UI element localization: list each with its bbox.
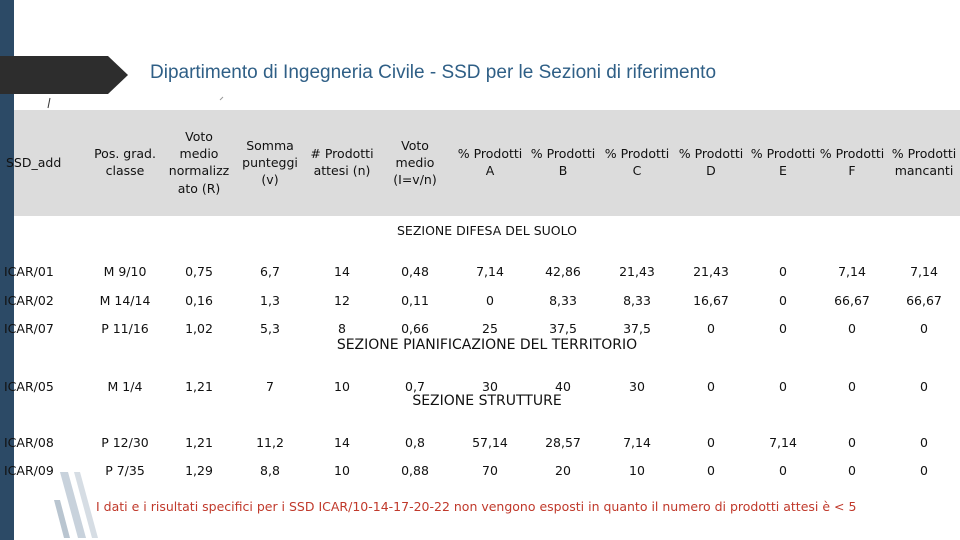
table-cell: 0,75 (185, 264, 213, 279)
table-cell: 0 (486, 293, 494, 308)
table-cell: 7,14 (838, 264, 866, 279)
table-cell: 0 (848, 463, 856, 478)
ssd-code-cell: ICAR/08 (4, 435, 54, 450)
table-cell: 14 (334, 435, 350, 450)
column-header: % Prodotti (891, 146, 957, 161)
column-header: % Prodotti (604, 146, 670, 161)
column-header: medio (179, 146, 219, 161)
table-cell: 30 (629, 379, 645, 394)
column-header: medio (395, 155, 435, 170)
row-divider (14, 216, 960, 218)
table-cell: 8,33 (549, 293, 577, 308)
column-header: % Prodotti (750, 146, 816, 161)
table-cell: 0 (848, 379, 856, 394)
table-cell: 12 (334, 293, 350, 308)
table-cell: 8,33 (623, 293, 651, 308)
ssd-code-cell: ICAR/07 (4, 321, 54, 336)
table-cell: 7,14 (910, 264, 938, 279)
table-cell: 0 (779, 321, 787, 336)
table-cell: 28,57 (545, 435, 581, 450)
row-divider (14, 244, 960, 246)
section-heading: SEZIONE STRUTTURE (412, 393, 562, 409)
column-header: F (848, 163, 856, 178)
column-header: attesi (n) (313, 163, 371, 178)
column-header: (v) (261, 172, 279, 187)
table-cell: 37,5 (549, 321, 577, 336)
table-cell: 7 (266, 379, 274, 394)
table-cell: P 12/30 (101, 435, 149, 450)
table-cell: 0 (779, 379, 787, 394)
table-cell: 0,7 (405, 379, 425, 394)
results-table (4, 110, 960, 478)
column-header: Voto (401, 138, 429, 153)
table-cell: 0,11 (401, 293, 429, 308)
table-cell: 0 (848, 321, 856, 336)
column-header: A (485, 163, 495, 178)
ssd-code-cell: ICAR/09 (4, 463, 54, 478)
table-cell: 0 (779, 463, 787, 478)
table-cell: 0,66 (401, 321, 429, 336)
table-cell: 21,43 (619, 264, 655, 279)
column-header: % Prodotti (819, 146, 885, 161)
row-divider (14, 415, 960, 417)
column-header: (I=v/n) (393, 172, 437, 187)
table-cell: 40 (555, 379, 571, 394)
table-cell: 0 (920, 321, 928, 336)
column-header: # Prodotti (310, 146, 374, 161)
column-header: classe (105, 163, 145, 178)
table-cell: 57,14 (472, 435, 508, 450)
column-header: % Prodotti (457, 146, 523, 161)
table-cell: 8,8 (260, 463, 280, 478)
table-cell: 0,8 (405, 435, 425, 450)
table-cell: 0 (920, 463, 928, 478)
column-header: D (706, 163, 716, 178)
table-cell: 25 (482, 321, 498, 336)
table-cell: 20 (555, 463, 571, 478)
table-cell: 0 (920, 379, 928, 394)
table-cell: 10 (334, 463, 350, 478)
table-cell: 0 (779, 293, 787, 308)
column-header: SSD_add (6, 155, 62, 170)
table-cell: 0,48 (401, 264, 429, 279)
table-cell: 16,67 (693, 293, 729, 308)
table-cell: 7,14 (623, 435, 651, 450)
column-header: % Prodotti (678, 146, 744, 161)
table-cell: 0 (707, 463, 715, 478)
column-header: mancanti (894, 163, 954, 178)
table-cell: 11,2 (256, 435, 284, 450)
table-cell: P 11/16 (101, 321, 149, 336)
page-title: Dipartimento di Ingegneria Civile - SSD per le Sezioni di riferimento (150, 62, 717, 83)
table-cell: 6,7 (260, 264, 280, 279)
table-cell: 8 (338, 321, 346, 336)
table-cell: 30 (482, 379, 498, 394)
footnote: I dati e i risultati specifici per i SSD ICAR/10-14-17-20-22 non vengono esposti in quanto il numero di prodotti attesi è < 5 (96, 499, 857, 514)
table-cell: M 9/10 (103, 264, 147, 279)
table-cell: 7,14 (769, 435, 797, 450)
table-cell: 0 (848, 435, 856, 450)
table-cell: 1,3 (260, 293, 280, 308)
table-cell: 14 (334, 264, 350, 279)
table-cell: 66,67 (834, 293, 870, 308)
table-cell: M 1/4 (107, 379, 143, 394)
table-cell: 0 (920, 435, 928, 450)
table-cell: 0,16 (185, 293, 213, 308)
column-header: normalizz (168, 163, 230, 178)
table-cell: 1,02 (185, 321, 213, 336)
table-cell: M 14/14 (99, 293, 151, 308)
section-heading: SEZIONE PIANIFICAZIONE DEL TERRITORIO (336, 337, 638, 353)
table-cell: P 7/35 (105, 463, 145, 478)
table-cell: 42,86 (545, 264, 581, 279)
section-heading: SEZIONE DIFESA DEL SUOLO (397, 223, 577, 238)
column-header: Voto (185, 129, 213, 144)
column-header: Pos. grad. (94, 146, 156, 161)
table-cell: 5,3 (260, 321, 280, 336)
column-header: Somma (246, 138, 294, 153)
table-cell: 7,14 (476, 264, 504, 279)
table-cell: 1,21 (185, 435, 213, 450)
table-cell: 0 (707, 321, 715, 336)
table-cell: 66,67 (906, 293, 942, 308)
column-header: ato (R) (177, 181, 221, 196)
table-cell: 0 (779, 264, 787, 279)
row-divider (14, 358, 960, 360)
column-header: % Prodotti (530, 146, 596, 161)
ssd-code-cell: ICAR/02 (4, 293, 54, 308)
table-cell: 37,5 (623, 321, 651, 336)
title-arrow-tag (0, 56, 128, 94)
ssd-code-cell: ICAR/05 (4, 379, 54, 394)
table-cell: 10 (629, 463, 645, 478)
table-cell: 1,29 (185, 463, 213, 478)
table-cell: 21,43 (693, 264, 729, 279)
table-cell: 0,88 (401, 463, 429, 478)
column-header: B (558, 163, 568, 178)
table-cell: 10 (334, 379, 350, 394)
column-header: C (632, 163, 642, 178)
column-header: punteggi (242, 155, 298, 170)
table-cell: 1,21 (185, 379, 213, 394)
ssd-code-cell: ICAR/01 (4, 264, 54, 279)
table-cell: 0 (707, 379, 715, 394)
table-cell: 0 (707, 435, 715, 450)
column-header: E (779, 163, 787, 178)
table-cell: 70 (482, 463, 498, 478)
